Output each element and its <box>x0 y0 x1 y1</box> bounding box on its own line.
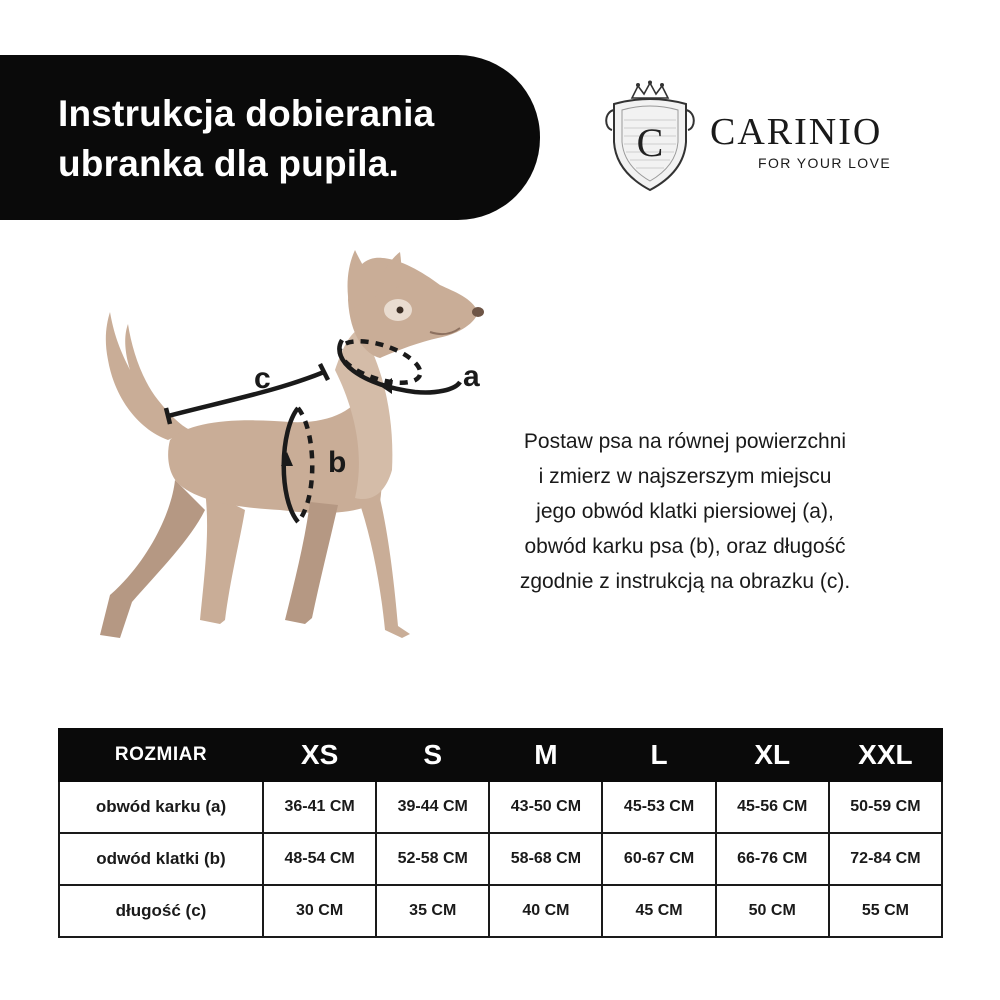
table-row <box>59 885 942 937</box>
crest-letter: C <box>636 120 664 165</box>
title-banner <box>0 55 540 220</box>
row-label-chest: odwód klatki (b) <box>59 833 263 885</box>
measure-length <box>166 364 328 424</box>
row-label-length: długość (c) <box>59 885 263 937</box>
brand-logo <box>600 80 930 200</box>
table-cell: 72-84 CM <box>829 833 942 885</box>
label-b: b <box>328 446 347 479</box>
table-cell: 55 CM <box>829 885 942 937</box>
dog-silhouette <box>100 250 484 638</box>
table-row <box>59 781 942 833</box>
table-cell: 58-68 CM <box>489 833 602 885</box>
table-cell: 50-59 CM <box>829 781 942 833</box>
table-cell: 43-50 CM <box>489 781 602 833</box>
header-size-xl: XL <box>716 729 829 781</box>
table-cell: 50 CM <box>716 885 829 937</box>
size-table-header <box>59 729 942 781</box>
brand-tagline: FOR YOUR LOVE <box>758 155 892 171</box>
table-cell: 39-44 CM <box>376 781 489 833</box>
size-table <box>58 728 943 938</box>
crest-icon <box>600 80 700 195</box>
table-cell: 60-67 CM <box>602 833 715 885</box>
header-size-xxl: XXL <box>829 729 942 781</box>
instruction-line: Postaw psa na równej powierzchni <box>523 430 847 453</box>
title-line-2: ubranka dla pupila. <box>58 143 399 184</box>
header-size-l: L <box>602 729 715 781</box>
instruction-line: zgodnie z instrukcją na obrazku (c). <box>519 570 851 593</box>
row-label-neck: obwód karku (a) <box>59 781 263 833</box>
instruction-line: i zmierz w najszerszym miejscu <box>538 465 832 488</box>
table-cell: 40 CM <box>489 885 602 937</box>
header-size-s: S <box>376 729 489 781</box>
table-row <box>59 833 942 885</box>
instruction-line: jego obwód klatki piersiowej (a), <box>536 500 834 523</box>
label-c: c <box>254 362 271 395</box>
title-line-1: Instrukcja dobierania <box>58 93 435 134</box>
header-rozmiar: ROZMIAR <box>59 729 263 781</box>
label-a: a <box>463 360 480 393</box>
table-cell: 30 CM <box>263 885 376 937</box>
table-cell: 52-58 CM <box>376 833 489 885</box>
header-size-m: M <box>489 729 602 781</box>
table-cell: 36-41 CM <box>263 781 376 833</box>
table-cell: 66-76 CM <box>716 833 829 885</box>
dog-measurement-illustration <box>80 240 500 650</box>
table-cell: 45-56 CM <box>716 781 829 833</box>
brand-name: CARINIO <box>710 111 883 153</box>
table-cell: 45-53 CM <box>602 781 715 833</box>
table-cell: 35 CM <box>376 885 489 937</box>
instruction-line: obwód karku psa (b), oraz długość <box>524 535 846 558</box>
measurement-instructions <box>455 424 915 599</box>
table-cell: 48-54 CM <box>263 833 376 885</box>
header-size-xs: XS <box>263 729 376 781</box>
table-cell: 45 CM <box>602 885 715 937</box>
